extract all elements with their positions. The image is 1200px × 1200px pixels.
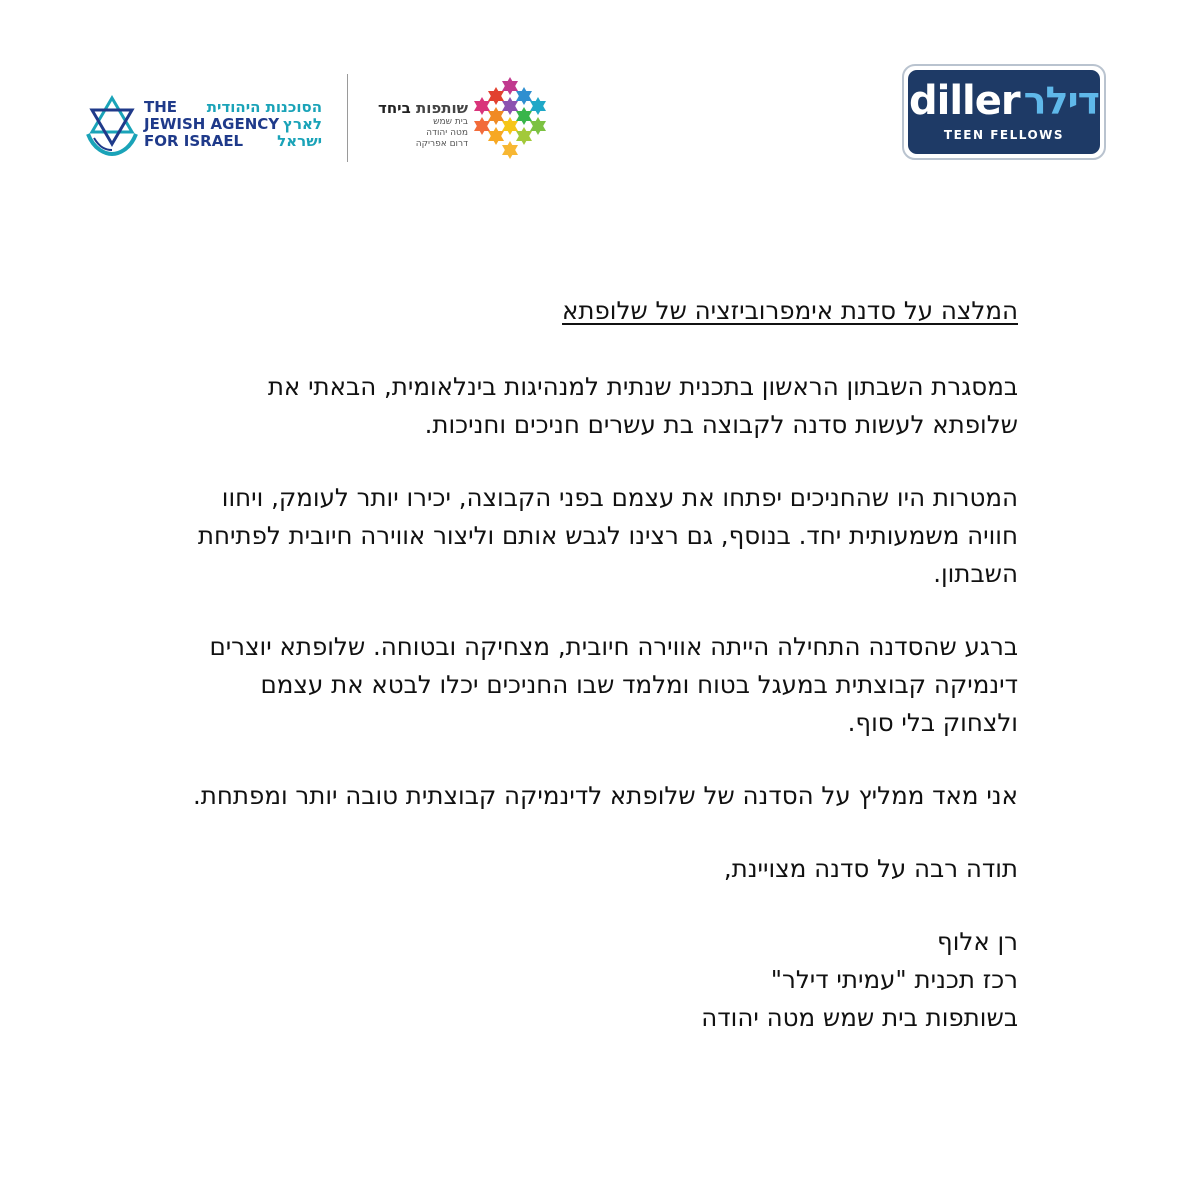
partnership-sub-line3: דרום אפריקה [415,139,468,149]
colorful-stars-icon [470,74,550,166]
partnership-sub-line2: מטה יהודה [426,128,468,138]
letter-title: המלצה על סדנת אימפרוביזציה של שלופתא [562,296,1018,325]
paragraph-2: המטרות היו שהחניכים יפתחו את עצמם בפני הקבוצה, יכירו יותר לעומק, ויחוו חוויה משמעותית יחד. בנוסף, גם רצינו לגבש אותם וליצור אווירה חיובית לפתיחת השבתון. [197,483,1018,588]
signature-affiliation: בשותפות בית שמש מטה יהודה [701,1003,1018,1032]
paragraph-3: ברגע שהסדנה התחילה הייתה אווירה חיובית, מצחיקה ובטוחה. שלופתא יוצרים דינמיקה קבוצתית במעגל בטוח ומלמד שבו החניכים יכלו לבטא את עצמם ולצחוק בלי סוף. [209,632,1018,737]
closing-line: תודה רבה על סדנה מצויינת, [723,854,1018,883]
jewish-agency-logo [84,94,324,156]
paragraph-1: במסגרת השבתון הראשון בתכנית שנתית למנהיגות בינלאומית, הבאתי את שלופתא לעשות סדנה לקבוצה בת עשרים חניכים וחניכות. [267,372,1018,439]
diller-name-he: דילר [1023,79,1100,123]
paragraph-4: אני מאד ממליץ על הסדנה של שלופתא לדינמיקה קבוצתית טובה יותר ומפתחת. [193,781,1018,810]
partnership-name-bold: ביחד [378,99,411,117]
ja-he-line1: הסוכנות היהודית [206,98,322,116]
diller-tagline: TEEN FELLOWS [943,128,1065,142]
star-of-david-hands-icon [84,94,140,156]
partnership-logo [372,74,550,166]
ja-en-line1: THE [144,98,178,116]
signature-name: רן אלוף [937,927,1018,956]
ja-en-line3: FOR ISRAEL [144,132,244,150]
logo-divider [347,74,348,162]
diller-name-en: diller [908,78,1020,124]
ja-en-line2: JEWISH AGENCY [144,115,280,133]
partnership-sub-line1: בית שמש [433,117,468,127]
letter-body [185,292,1018,1037]
diller-teen-fellows-logo [902,64,1106,160]
signature-role: רכז תכנית "עמיתי דילר" [770,965,1018,994]
ja-he-line3: ישראל [277,132,322,150]
ja-he-line2: לארץ [283,115,322,133]
partnership-name-prefix: שותפות [415,99,468,117]
